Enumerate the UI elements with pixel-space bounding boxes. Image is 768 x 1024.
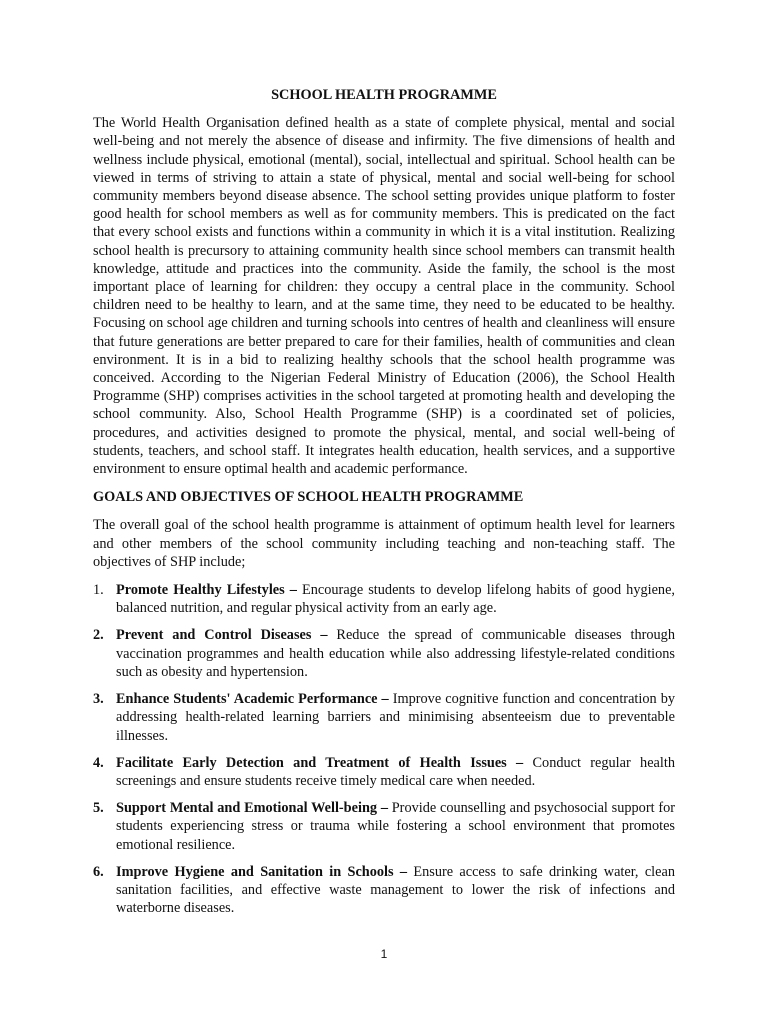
objective-text: Ensure access to safe drinking water, clean sanitation facilities, and effective waste management to lower the risk of infections and waterborne diseases. [116,863,675,917]
objective-number: 1. [93,582,104,599]
objective-text: Encourage students to develop lifelong habits of good hygiene, balanced nutrition, and regular physical activity from an early age. [116,582,675,617]
objective-item [93,690,675,745]
objective-item [93,799,675,854]
objective-title: Prevent and Control Diseases – [116,627,328,644]
objective-text: Improve cognitive function and concentration by addressing health-related learning barriers and minimising absenteeism due to preventable illnesses. [116,691,675,744]
objective-title: Facilitate Early Detection and Treatment of Health Issues – [116,754,524,771]
objective-item [93,626,675,681]
objectives-list [93,581,675,917]
objective-number: 3. [93,691,104,708]
objective-item [93,754,675,790]
objective-text: Reduce the spread of communicable diseases through vaccination programmes and health education while also addressing lifestyle-related conditions such as obesity and hypertension. [116,627,675,680]
goals-heading: GOALS AND OBJECTIVES OF SCHOOL HEALTH PROGRAMME [93,489,524,506]
objective-text: Provide counselling and psychosocial support for students experiencing stress or trauma while fostering a school environment that promotes emotional resilience. [116,800,675,853]
document-page [93,86,675,926]
goals-paragraph: The overall goal of the school health programme is attainment of optimum health level for learners and other members of the school community including teaching and non-teaching staff. The objectives of SHP include; [93,517,675,570]
objective-title: Support Mental and Emotional Well-being – [116,800,388,817]
objective-number: 5. [93,800,104,817]
objective-text: Conduct regular health screenings and ensure students receive timely medical care when needed. [116,754,675,789]
objective-item [93,863,675,918]
page-number: 1 [380,947,388,961]
objective-title: Enhance Students' Academic Performance – [116,691,389,708]
intro-paragraph: The World Health Organisation defined health as a state of complete physical, mental and social well-being and not merely the absence of disease and infirmity. The five dimensions of health and wellness include physical, emotional (mental), social, intellectual and spiritual. School health can be viewed in terms of striving to attain a state of physical, mental and social well-being for school community members beyond disease absence. The school setting provides unique platform to foster good health for school members as well as for community members. This is predicated on the fact that every school exists and functions within a community in which it is a vital institution. Realizing school health is precursory to attaining community health since school members can transmit health knowledge, attitude and practices into the community. Aside the family, the school is the most important place of learning for children: they occupy a central place in the community. School children need to be healthy to learn, and at the same time, they need to be educated to be healthy. Focusing on school age children and turning schools into centres of health and cleanliness will ensure that future generations are better prepared to care for their families, health of communities and clean environment. It is in a bid to realizing healthy schools that the school health programme was conceived. According to the Nigerian Federal Ministry of Education (2006), the School Health Programme (SHP) comprises activities in the school targeted at promoting health and developing the school community. Also, School Health Programme (SHP) is a coordinated set of policies, procedures, and activities designed to promote the physical, mental, and social well-being of students, teachers, and school staff. It integrates health education, health services, and a supportive environment to ensure optimal health and academic performance. [93,115,675,478]
objective-number: 4. [93,754,104,771]
objective-number: 2. [93,627,104,644]
objective-title: Improve Hygiene and Sanitation in Schools – [116,863,408,880]
document-title: SCHOOL HEALTH PROGRAMME [271,87,497,103]
objective-title: Promote Healthy Lifestyles – [116,582,297,599]
objective-number: 6. [93,863,104,880]
objective-item [93,581,675,617]
